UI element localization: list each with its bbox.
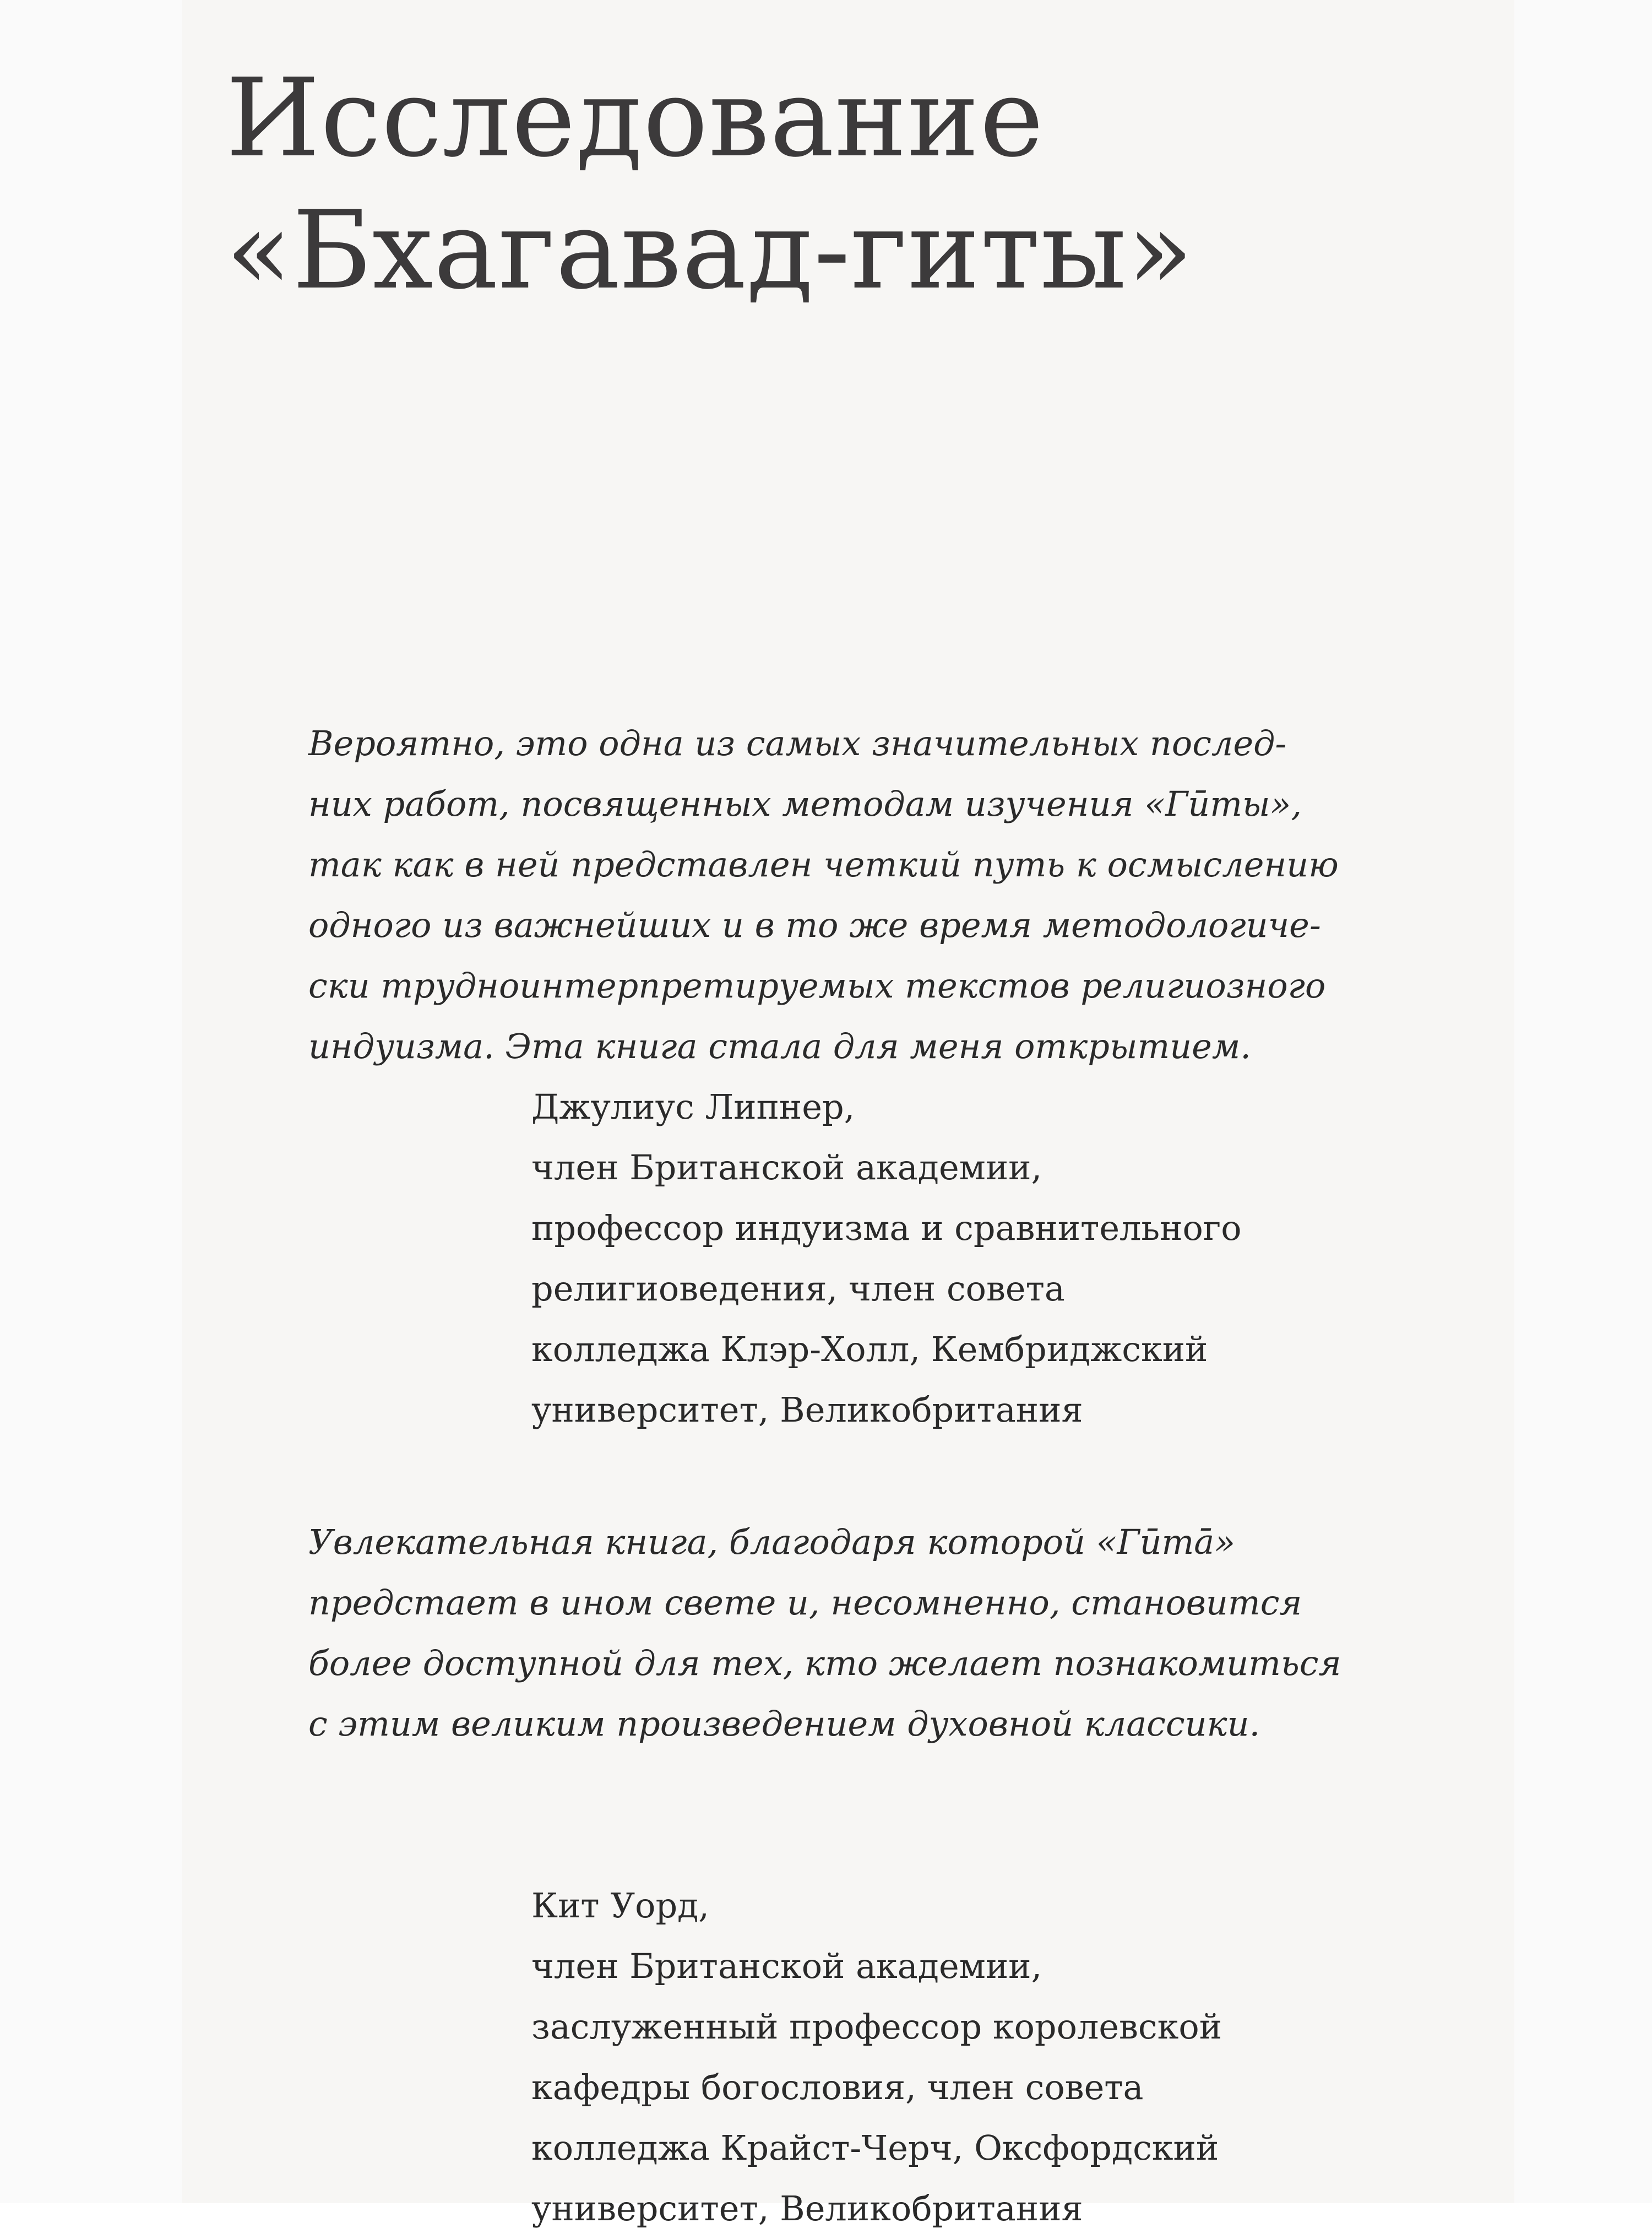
endorsement-attribution [531, 1875, 1222, 2239]
title-line: Исследование [226, 56, 1045, 181]
title-line: «Бхагавад-гиты» [226, 188, 1194, 313]
quote-line: индуизма. Эта книга стала для меня открытием. [308, 1026, 1251, 1066]
page-title [226, 52, 1194, 317]
author-credential: профессор индуизма и сравнительного [531, 1208, 1242, 1248]
endorsement-quote [308, 1512, 1341, 1754]
quote-line: Вероятно, это одна из самых значительных послед- [308, 723, 1287, 763]
endorsement-attribution [531, 1077, 1242, 1440]
author-credential: колледжа Клэр-Холл, Кембриджский [531, 1329, 1208, 1369]
quote-line: так как в ней представлен четкий путь к осмыслению [308, 844, 1339, 885]
author-credential: кафедры богословия, член совета [531, 2067, 1144, 2107]
quote-line: них работ, посвященных методам изучения «Гӣты», [308, 784, 1302, 824]
endorsement-quote [308, 713, 1339, 1077]
author-credential: член Британской академии, [531, 1147, 1042, 1188]
author-name: Кит Уорд, [531, 1885, 710, 1926]
quote-line: с этим великим произведением духовной классики. [308, 1704, 1260, 1744]
quote-line: одного из важнейших и в то же время методологиче- [308, 905, 1321, 945]
author-name: Джулиус Липнер, [531, 1087, 855, 1127]
author-credential: член Британской академии, [531, 1946, 1042, 1986]
quote-line: более доступной для тех, кто желает познакомиться [308, 1643, 1341, 1683]
author-credential: университет, Великобритания [531, 2188, 1083, 2229]
quote-line: ски трудноинтерпретируемых текстов религиозного [308, 966, 1326, 1006]
quote-line: предстает в ином свете и, несомненно, становится [308, 1582, 1302, 1623]
quote-line: Увлекательная книга, благодаря которой «Гӣтā» [308, 1522, 1236, 1562]
author-credential: заслуженный профессор королевской [531, 2007, 1222, 2047]
author-credential: религиоведения, член совета [531, 1268, 1065, 1309]
author-credential: колледжа Крайст-Черч, Оксфордский [531, 2128, 1219, 2168]
author-credential: университет, Великобритания [531, 1390, 1083, 1430]
